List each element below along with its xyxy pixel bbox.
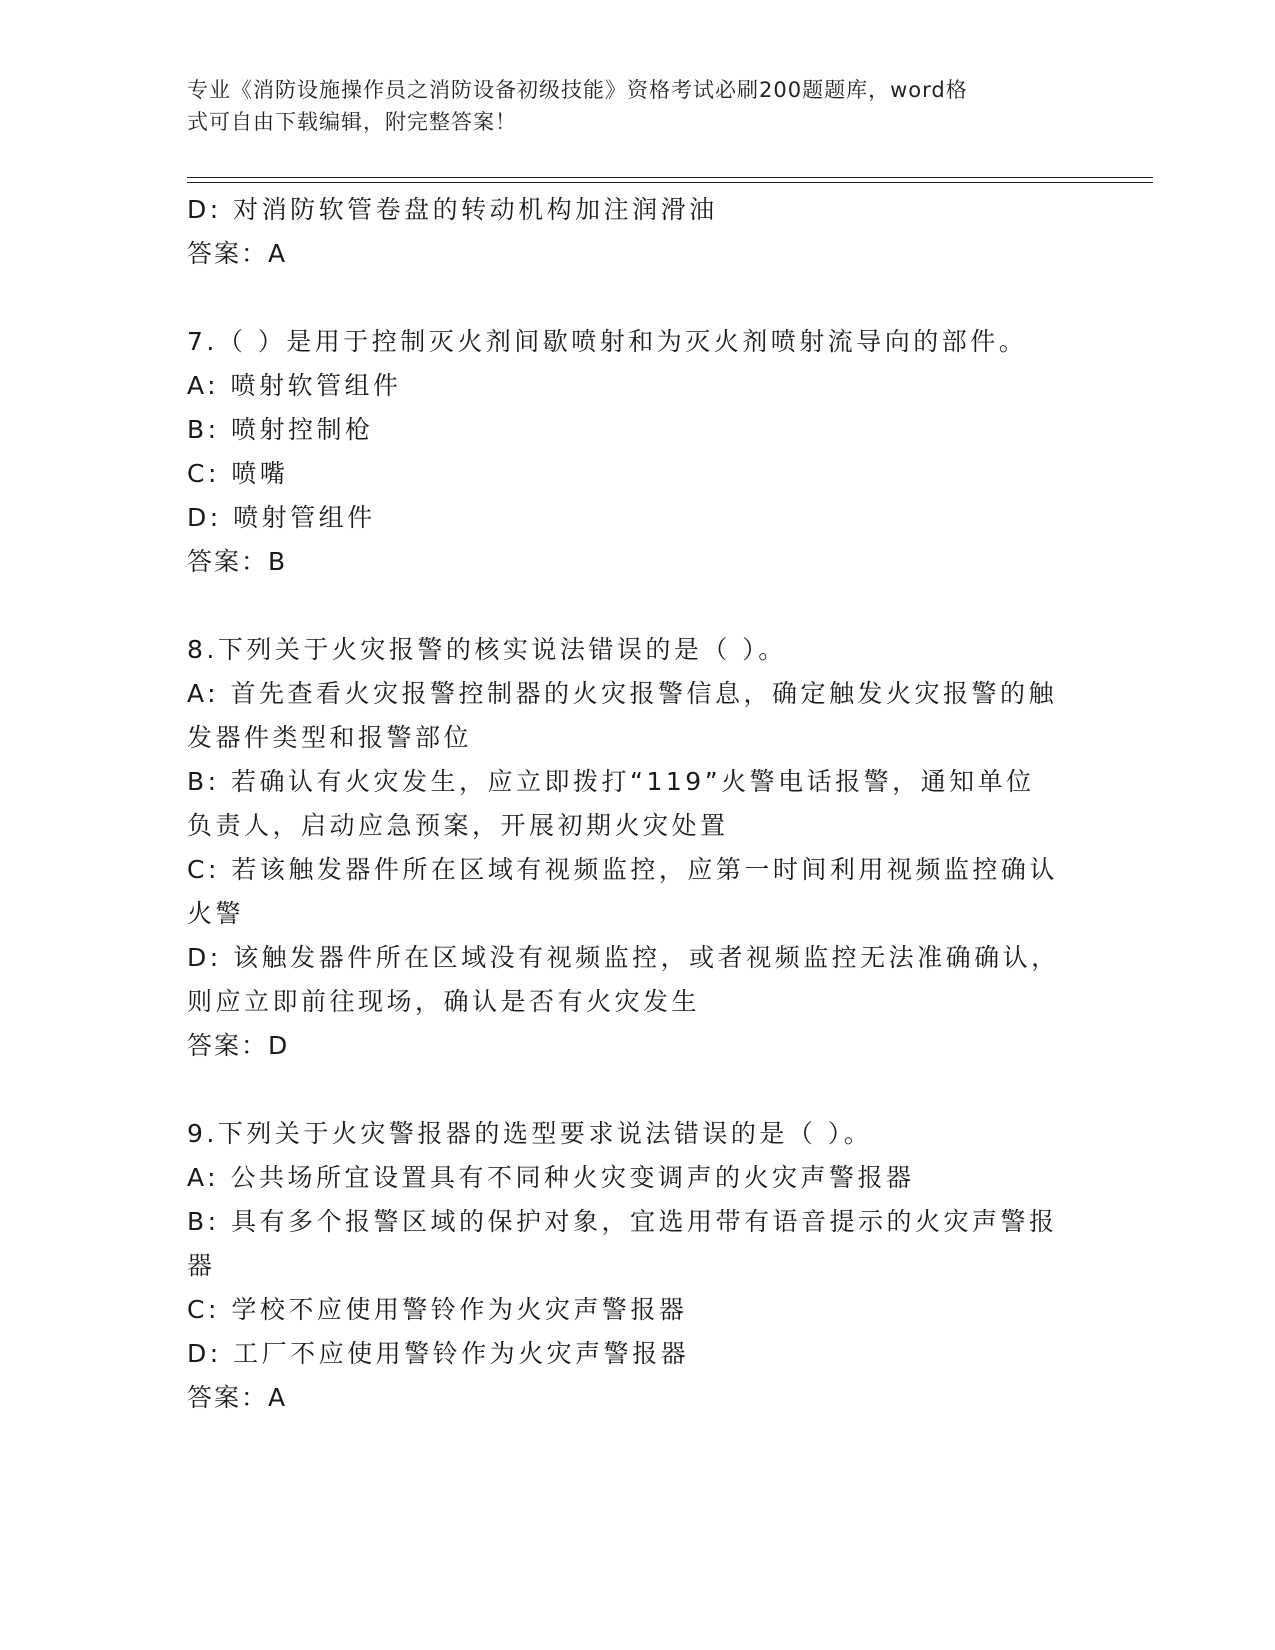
q8-answer: 答案：D [187,1031,290,1060]
q8-option-d-line-2: 则应立即前往现场，确认是否有火灾发生 [187,987,701,1016]
header-divider-top [187,177,1153,178]
q7-question: 7.（ ）是用于控制灭火剂间歇喷射和为灭火剂喷射流导向的部件。 [187,327,1028,356]
prev-option-d: D: 对消防软管卷盘的转动机构加注润滑油 [187,195,718,224]
q8-option-b-line-2: 负责人，启动应急预案，开展初期火灾处置 [187,811,729,840]
q8-option-d-line-1: D: 该触发器件所在区域没有视频监控，或者视频监控无法准确确认， [187,943,1060,972]
header-divider-bottom [187,182,1153,183]
q8-option-a-line-1: A: 首先查看火灾报警控制器的火灾报警信息，确定触发火灾报警的触 [187,679,1058,708]
prev-answer: 答案：A [187,239,288,268]
header-line-1: 专业《消防设施操作员之消防设备初级技能》资格考试必刷200题题库，word格 [187,78,968,102]
q9-question: 9.下列关于火灾警报器的选型要求说法错误的是（ ）。 [187,1119,873,1148]
q7-option-b: B: 喷射控制枪 [187,415,374,444]
q9-option-b-line-1: B: 具有多个报警区域的保护对象，宜选用带有语音提示的火灾声警报 [187,1207,1058,1236]
q9-option-d: D: 工厂不应使用警铃作为火灾声警报器 [187,1339,690,1368]
q7-answer: 答案：B [187,547,288,576]
document-header [187,74,1067,138]
q8-question: 8.下列关于火灾报警的核实说法错误的是（ ）。 [187,635,787,664]
q7-option-c: C: 喷嘴 [187,459,289,488]
q8-option-c-line-2: 火警 [187,899,245,928]
q9-option-c: C: 学校不应使用警铃作为火灾声警报器 [187,1295,688,1324]
q8-option-c-line-1: C: 若该触发器件所在区域有视频监控，应第一时间利用视频监控确认 [187,855,1058,884]
q7-option-a: A: 喷射软管组件 [187,371,402,400]
q9-option-b-line-2: 器 [187,1251,216,1280]
q8-option-a-line-2: 发器件类型和报警部位 [187,723,473,752]
q7-option-d: D: 喷射管组件 [187,503,376,532]
q8-option-b-line-1: B: 若确认有火灾发生，应立即拨打“119”火警电话报警，通知单位 [187,767,1035,796]
q9-answer: 答案：A [187,1383,288,1412]
header-line-2: 式可自由下载编辑，附完整答案！ [187,110,517,134]
q9-option-a: A: 公共场所宜设置具有不同种火灾变调声的火灾声警报器 [187,1163,915,1192]
